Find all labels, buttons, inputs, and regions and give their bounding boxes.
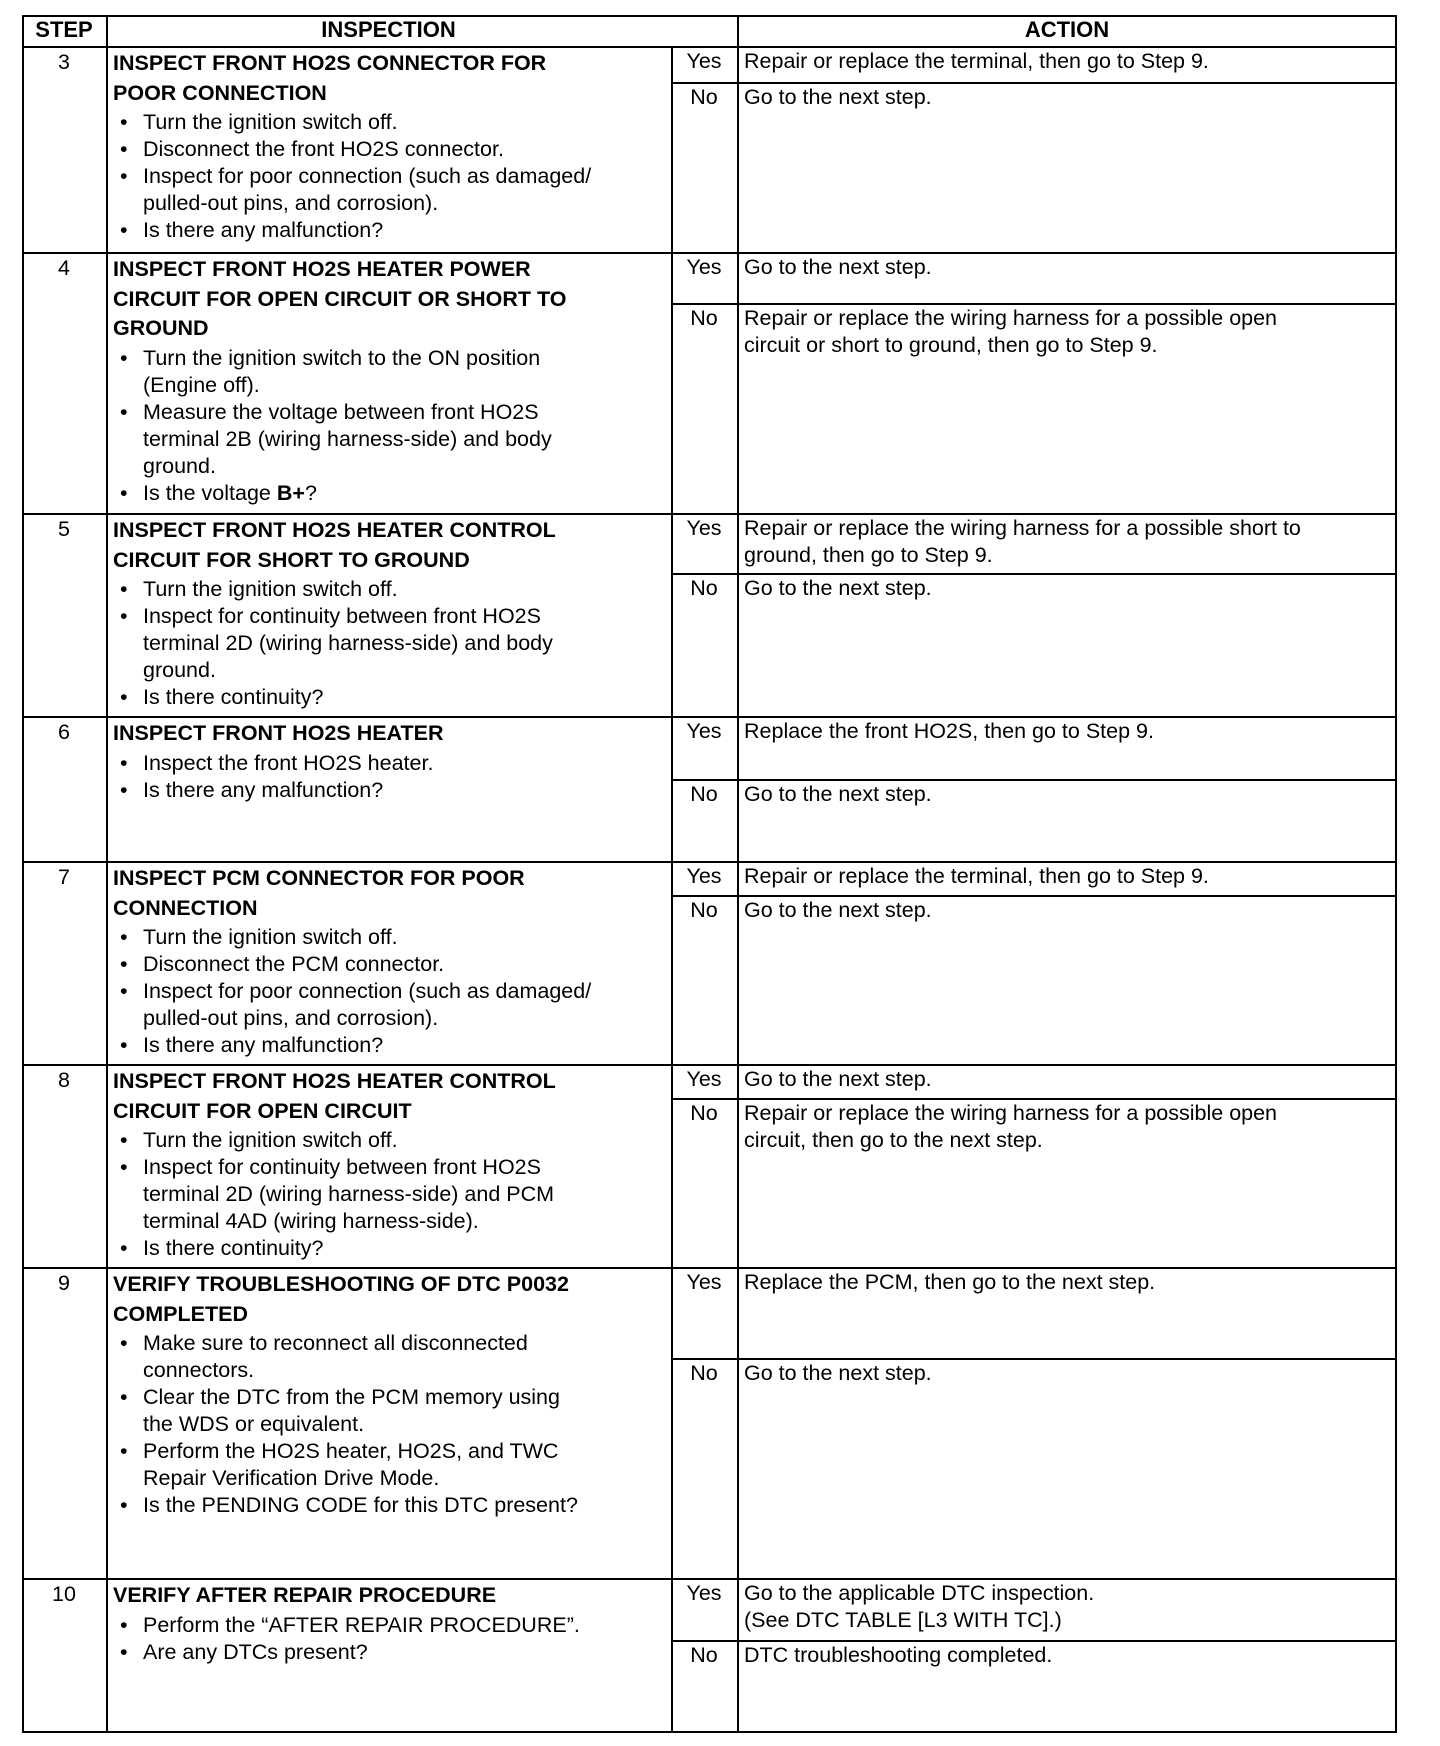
bullet-text: Disconnect the front HO2S connector.: [143, 137, 504, 161]
no-label: No: [690, 1101, 718, 1125]
bullet-icon: •: [120, 1639, 128, 1664]
step-title: CIRCUIT FOR OPEN CIRCUIT: [113, 1098, 412, 1123]
yes-action-text: (See DTC TABLE [L3 WITH TC].): [744, 1608, 1062, 1632]
bullet-icon: •: [120, 1612, 128, 1637]
bullet-icon: •: [120, 1128, 128, 1152]
bullet-icon: •: [120, 777, 128, 802]
step-title: INSPECT PCM CONNECTOR FOR POOR: [113, 866, 525, 890]
bullet-text: Turn the ignition switch off.: [143, 925, 398, 949]
bullet-icon: •: [120, 1331, 128, 1355]
no-action-text: Go to the next step.: [744, 898, 932, 922]
bullet-icon: •: [120, 1385, 128, 1409]
bullet-text: Measure the voltage between front HO2S: [143, 399, 539, 424]
step-title: INSPECT FRONT HO2S HEATER CONTROL: [113, 1069, 556, 1093]
step-title: GROUND: [113, 316, 209, 340]
bullet-icon: •: [120, 979, 128, 1003]
yes-label: Yes: [686, 255, 722, 279]
bullet-text: Are any DTCs present?: [143, 1639, 368, 1664]
no-label: No: [690, 85, 718, 109]
no-action-text: Repair or replace the wiring harness for a possible open: [744, 306, 1278, 330]
yes-action-text: Repair or replace the wiring harness for a possible short to: [744, 516, 1301, 540]
yes-label: Yes: [686, 719, 722, 743]
bullet-text: pulled-out pins, and corrosion).: [143, 1006, 439, 1030]
bullet-text: Disconnect the PCM connector.: [143, 952, 445, 976]
step-title: INSPECT FRONT HO2S CONNECTOR FOR: [113, 51, 547, 75]
table-border-bottom: [22, 1731, 1397, 1733]
no-action-text: circuit, then go to the next step.: [744, 1128, 1043, 1152]
bullet-icon: •: [120, 685, 128, 709]
no-action-text: DTC troubleshooting completed.: [744, 1643, 1053, 1667]
no-action-text: Go to the next step.: [744, 85, 932, 109]
bullet-text: Turn the ignition switch off.: [143, 110, 398, 134]
step-title: POOR CONNECTION: [113, 80, 327, 105]
bullet-text: Turn the ignition switch off.: [143, 577, 398, 601]
step-title: CIRCUIT FOR SHORT TO GROUND: [113, 547, 470, 572]
step-number: 5: [58, 517, 70, 541]
step-title: CONNECTION: [113, 895, 258, 920]
bullet-icon: •: [120, 1236, 128, 1260]
no-action-text: Go to the next step.: [744, 1361, 932, 1385]
step-title: VERIFY TROUBLESHOOTING OF DTC P0032: [113, 1272, 569, 1296]
bullet-text: Is there any malfunction?: [143, 218, 384, 242]
no-action-text: Go to the next step.: [744, 782, 932, 806]
no-label: No: [690, 576, 718, 600]
bullet-icon: •: [120, 1033, 128, 1057]
step-title: INSPECT FRONT HO2S HEATER: [113, 721, 444, 745]
table-border-top: [22, 15, 1397, 17]
bullet-text: Inspect for continuity between front HO2S: [143, 1155, 541, 1179]
step-title: INSPECT FRONT HO2S HEATER POWER: [113, 257, 531, 281]
bullet-text: Inspect for poor connection (such as damaged/: [143, 164, 592, 188]
yes-label: Yes: [686, 1067, 722, 1091]
no-label: No: [690, 898, 718, 922]
bullet-text: connectors.: [143, 1358, 255, 1382]
yes-label: Yes: [686, 49, 722, 73]
yes-action-text: ground, then go to Step 9.: [744, 543, 993, 567]
bullet-text: pulled-out pins, and corrosion).: [143, 191, 439, 215]
yes-action-text: Go to the next step.: [744, 255, 932, 279]
bullet-text: Clear the DTC from the PCM memory using: [143, 1385, 560, 1409]
yes-label: Yes: [686, 1581, 722, 1605]
bullet-icon: •: [120, 750, 128, 775]
yes-action-text: Replace the PCM, then go to the next step.: [744, 1270, 1156, 1294]
bullet-text: ground.: [143, 658, 216, 682]
bullet-icon: •: [120, 1155, 128, 1179]
bullet-icon: •: [120, 218, 128, 242]
bullet-icon: •: [120, 164, 128, 188]
bullet-text: terminal 2D (wiring harness-side) and body: [143, 631, 553, 655]
bullet-text: Inspect for poor connection (such as damaged/: [143, 979, 592, 1003]
bullet-icon: •: [120, 399, 128, 424]
bullet-text: Perform the HO2S heater, HO2S, and TWC: [143, 1439, 559, 1463]
voltage-value: B+: [276, 480, 305, 505]
bullet-text: Is there any malfunction?: [143, 1033, 384, 1057]
yes-action-text: Repair or replace the terminal, then go to Step 9.: [744, 864, 1209, 888]
no-label: No: [690, 306, 718, 330]
bullet-text: Inspect the front HO2S heater.: [143, 750, 434, 775]
bullet-icon: •: [120, 345, 128, 370]
step-title: INSPECT FRONT HO2S HEATER CONTROL: [113, 518, 556, 542]
no-label: No: [690, 1643, 718, 1667]
bullet-icon: •: [120, 110, 128, 134]
bullet-icon: •: [120, 1439, 128, 1463]
yes-label: Yes: [686, 864, 722, 888]
yes-action-text: Go to the applicable DTC inspection.: [744, 1581, 1095, 1605]
bullet-icon: •: [120, 577, 128, 601]
voltage-tail: ?: [304, 480, 317, 505]
step-number: 7: [58, 865, 70, 889]
step-title: CIRCUIT FOR OPEN CIRCUIT OR SHORT TO: [113, 286, 567, 311]
bullet-text: Make sure to reconnect all disconnected: [143, 1331, 528, 1355]
bullet-text: Is there continuity?: [143, 1236, 324, 1260]
bullet-icon: •: [120, 604, 128, 628]
bullet-icon: •: [120, 480, 128, 505]
yes-label: Yes: [686, 516, 722, 540]
bullet-icon: •: [120, 1493, 128, 1517]
bullet-text: Inspect for continuity between front HO2S: [143, 604, 541, 628]
bullet-text: terminal 2D (wiring harness-side) and PCM: [143, 1182, 555, 1206]
bullet-text: Repair Verification Drive Mode.: [143, 1466, 440, 1490]
bullet-text: Is the voltage B+?: [143, 480, 317, 505]
no-action-text: circuit or short to ground, then go to Step 9.: [744, 333, 1158, 357]
no-label: No: [690, 1361, 718, 1385]
bullet-text: the WDS or equivalent.: [143, 1412, 365, 1436]
bullet-text: terminal 2B (wiring harness-side) and body: [143, 426, 552, 451]
no-action-text: Go to the next step.: [744, 576, 932, 600]
bullet-text: Turn the ignition switch to the ON position: [143, 345, 541, 370]
no-action-text: Repair or replace the wiring harness for a possible open: [744, 1101, 1278, 1125]
troubleshooting-table: [22, 15, 1397, 1733]
bullet-icon: •: [120, 137, 128, 161]
bullet-text: (Engine off).: [143, 372, 260, 397]
header-step: STEP: [35, 17, 93, 42]
bullet-text: Is there continuity?: [143, 685, 324, 709]
step-number: 6: [58, 720, 70, 744]
step-title: VERIFY AFTER REPAIR PROCEDURE: [113, 1583, 497, 1607]
step-title: COMPLETED: [113, 1301, 248, 1326]
bullet-icon: •: [120, 952, 128, 976]
step-number: 9: [58, 1271, 70, 1295]
column-rule-step: [106, 15, 108, 1733]
no-label: No: [690, 782, 718, 806]
bullet-text: terminal 4AD (wiring harness-side).: [143, 1209, 479, 1233]
bullet-text: Is there any malfunction?: [143, 777, 384, 802]
step-number: 8: [58, 1068, 70, 1092]
header-inspection: INSPECTION: [321, 17, 456, 42]
yes-action-text: Repair or replace the terminal, then go to Step 9.: [744, 49, 1209, 73]
table-border-right: [1395, 15, 1397, 1733]
header-action: ACTION: [1024, 17, 1110, 42]
bullet-text: Turn the ignition switch off.: [143, 1128, 398, 1152]
yes-label: Yes: [686, 1270, 722, 1294]
step-number: 3: [58, 50, 70, 74]
yes-action-text: Replace the front HO2S, then go to Step 9.: [744, 719, 1154, 743]
step-number: 10: [52, 1582, 76, 1606]
step-number: 4: [58, 256, 70, 280]
yes-action-text: Go to the next step.: [744, 1067, 932, 1091]
bullet-text: ground.: [143, 453, 216, 478]
bullet-text: Is the PENDING CODE for this DTC present?: [143, 1493, 578, 1517]
bullet-icon: •: [120, 925, 128, 949]
column-rule-action: [737, 15, 739, 1733]
bullet-text: Perform the “AFTER REPAIR PROCEDURE”.: [143, 1612, 580, 1637]
